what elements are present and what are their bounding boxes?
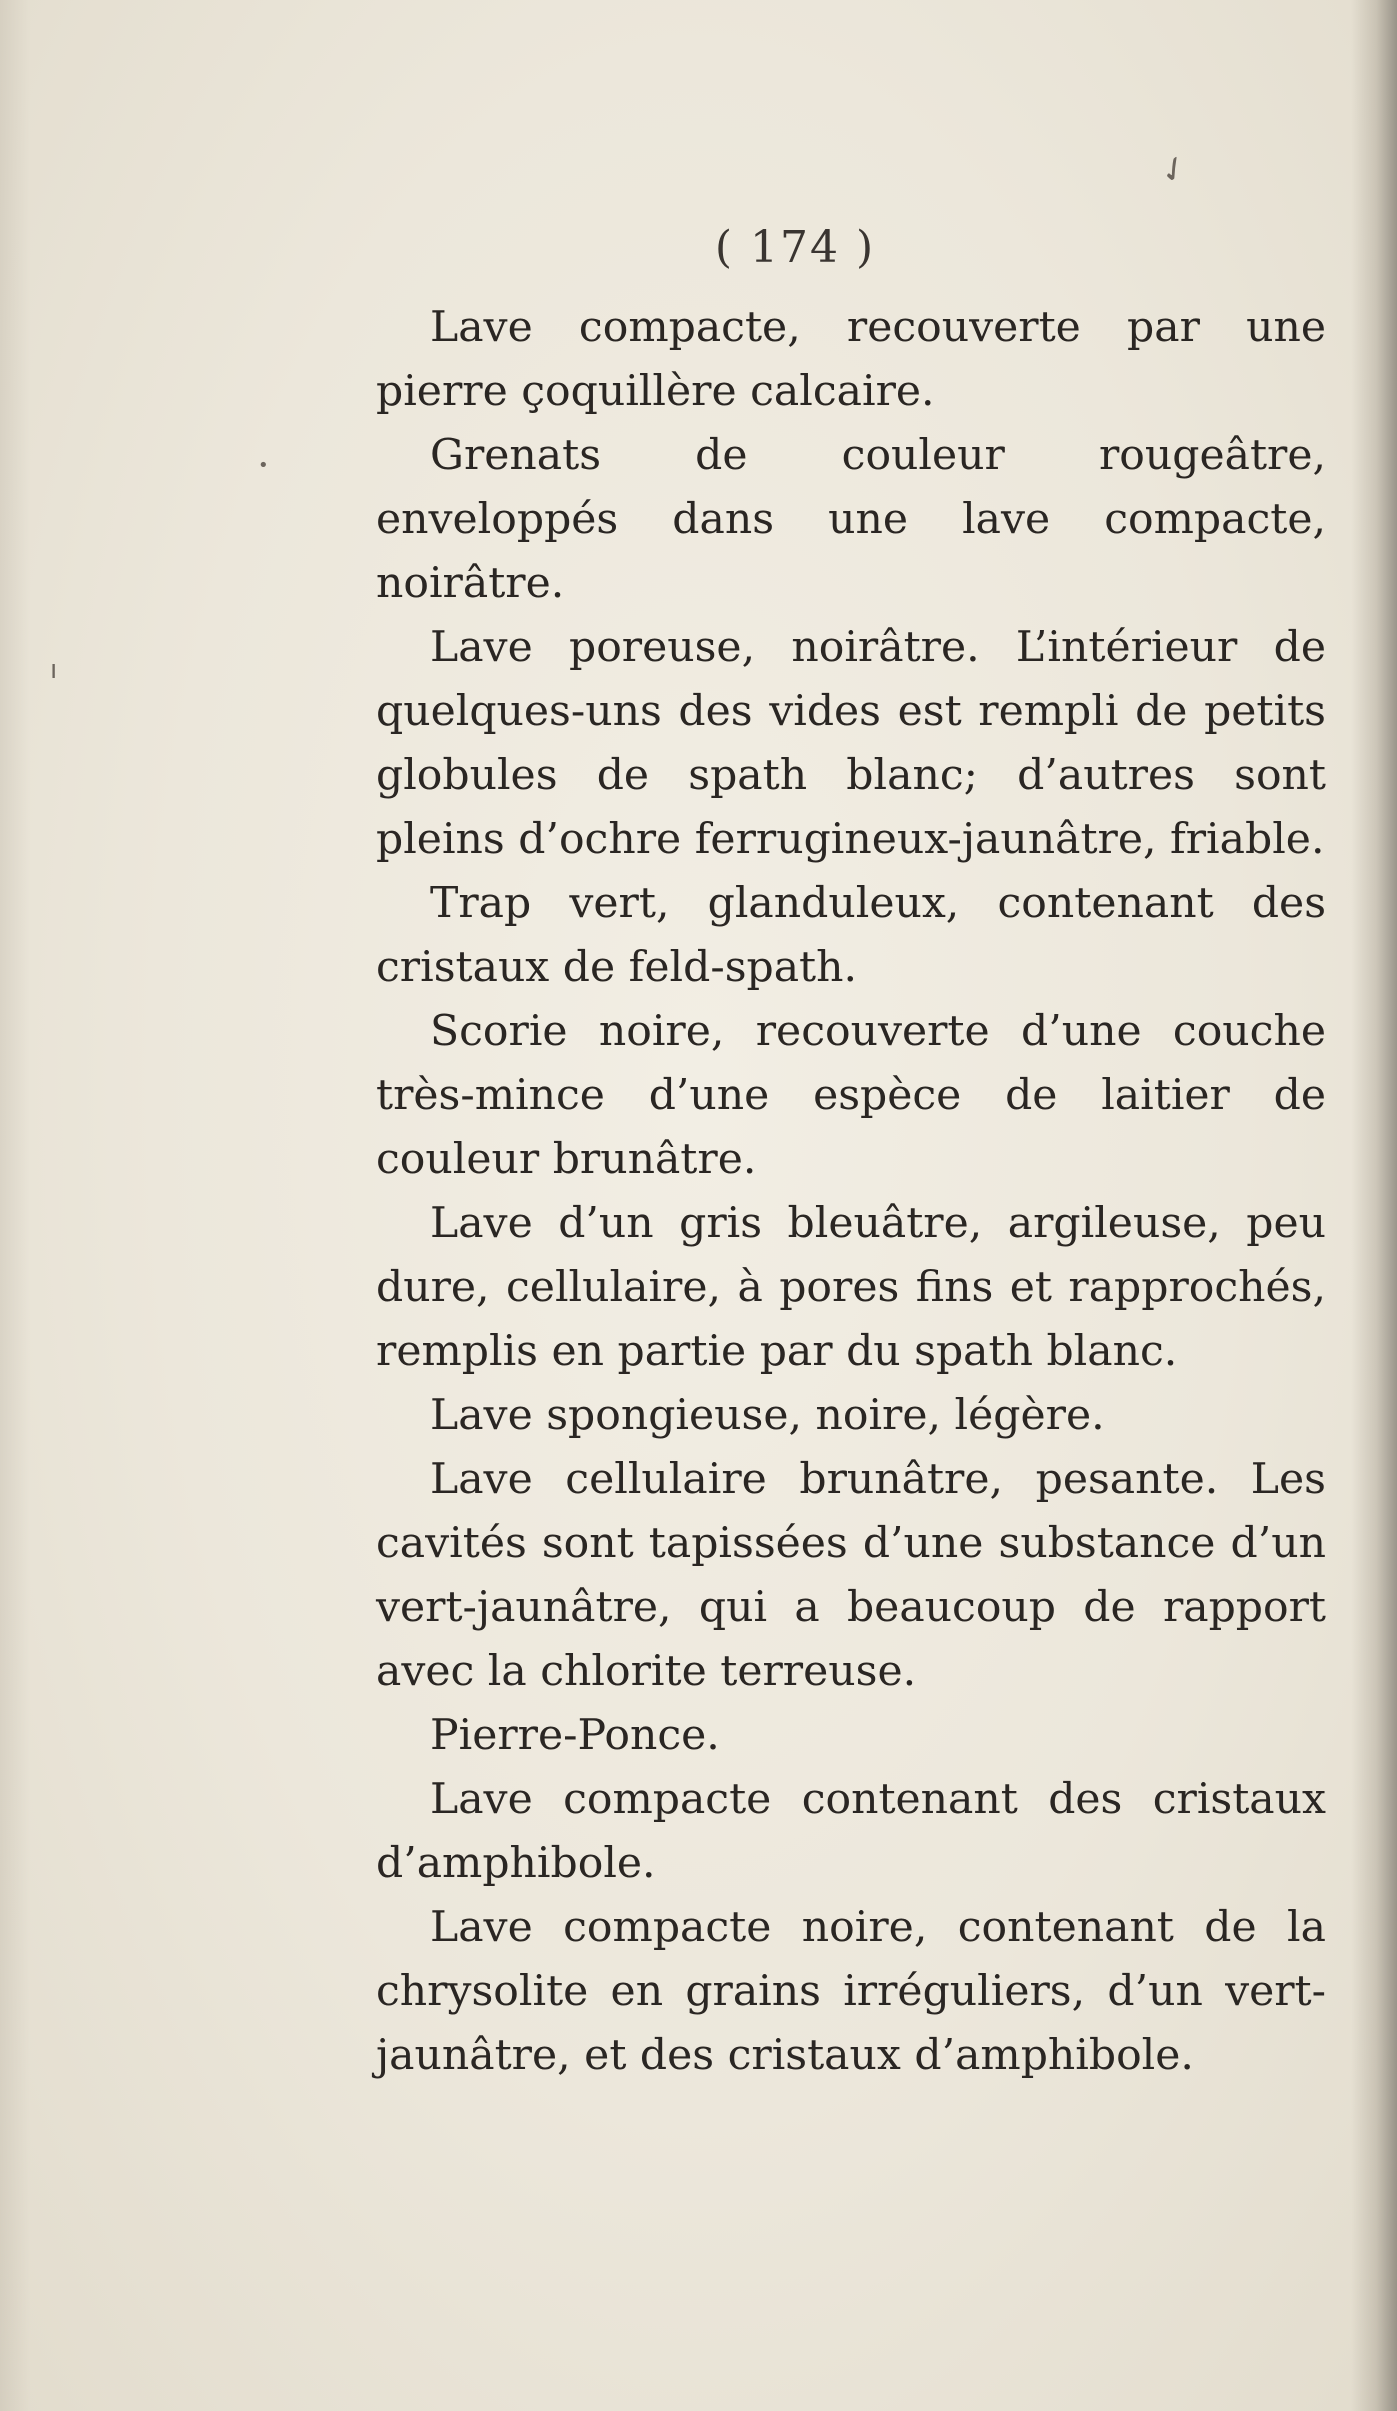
page-right-edge-shadow — [1351, 0, 1397, 2411]
pencil-tick-mark: ✓ — [1151, 145, 1197, 195]
entry-scorie-noire: Scorie noire, recouverte d’une couche très-mince d’une espèce de laitier de couleur brunâtre. — [376, 1007, 1326, 1184]
page-number: ( 174 ) — [714, 222, 876, 273]
margin-dot-mark: • — [258, 455, 269, 476]
entry-pierre-ponce: Pierre-Ponce. — [430, 1711, 720, 1760]
entry-lave-amphibole: Lave compacte contenant des cristaux d’amphibole. — [376, 1775, 1326, 1888]
page-left-edge-shadow — [0, 0, 30, 2411]
entry-trap-vert: Trap vert, glanduleux, contenant des cristaux de feld-spath. — [376, 879, 1326, 992]
entry-lave-chrysolite: Lave compacte noire, contenant de la chrysolite en grains irréguliers, d’un vert-jaunâtre, et des cristaux d’amphibole. — [376, 1903, 1326, 2080]
entry-grenats: Grenats de couleur rougeâtre, enveloppés dans une lave compacte, noirâtre. — [376, 431, 1326, 608]
entry-lave-poreuse: Lave poreuse, noirâtre. L’intérieur de quelques-uns des vides est rempli de petits globules de spath blanc; d’autres sont pleins d’ochre ferrugineux-jaunâtre, friable. — [376, 623, 1326, 864]
entry-lave-gris-bleuatre: Lave d’un gris bleuâtre, argileuse, peu dure, cellulaire, à pores fins et rapprochés, remplis en partie par du spath blanc. — [376, 1199, 1326, 1376]
entry-lave-spongieuse: Lave spongieuse, noire, légère. — [430, 1391, 1105, 1440]
margin-stroke-mark: ı — [50, 655, 58, 685]
entry-lave-compacte-coquillere: Lave compacte, recouverte par une pierre çoquillère calcaire. — [376, 303, 1326, 416]
page-text — [376, 296, 1326, 2088]
entry-lave-cellulaire: Lave cellulaire brunâtre, pesante. Les cavités sont tapissées d’une substance d’un vert-jaunâtre, qui a beaucoup de rapport avec la chlorite terreuse. — [376, 1455, 1326, 1696]
